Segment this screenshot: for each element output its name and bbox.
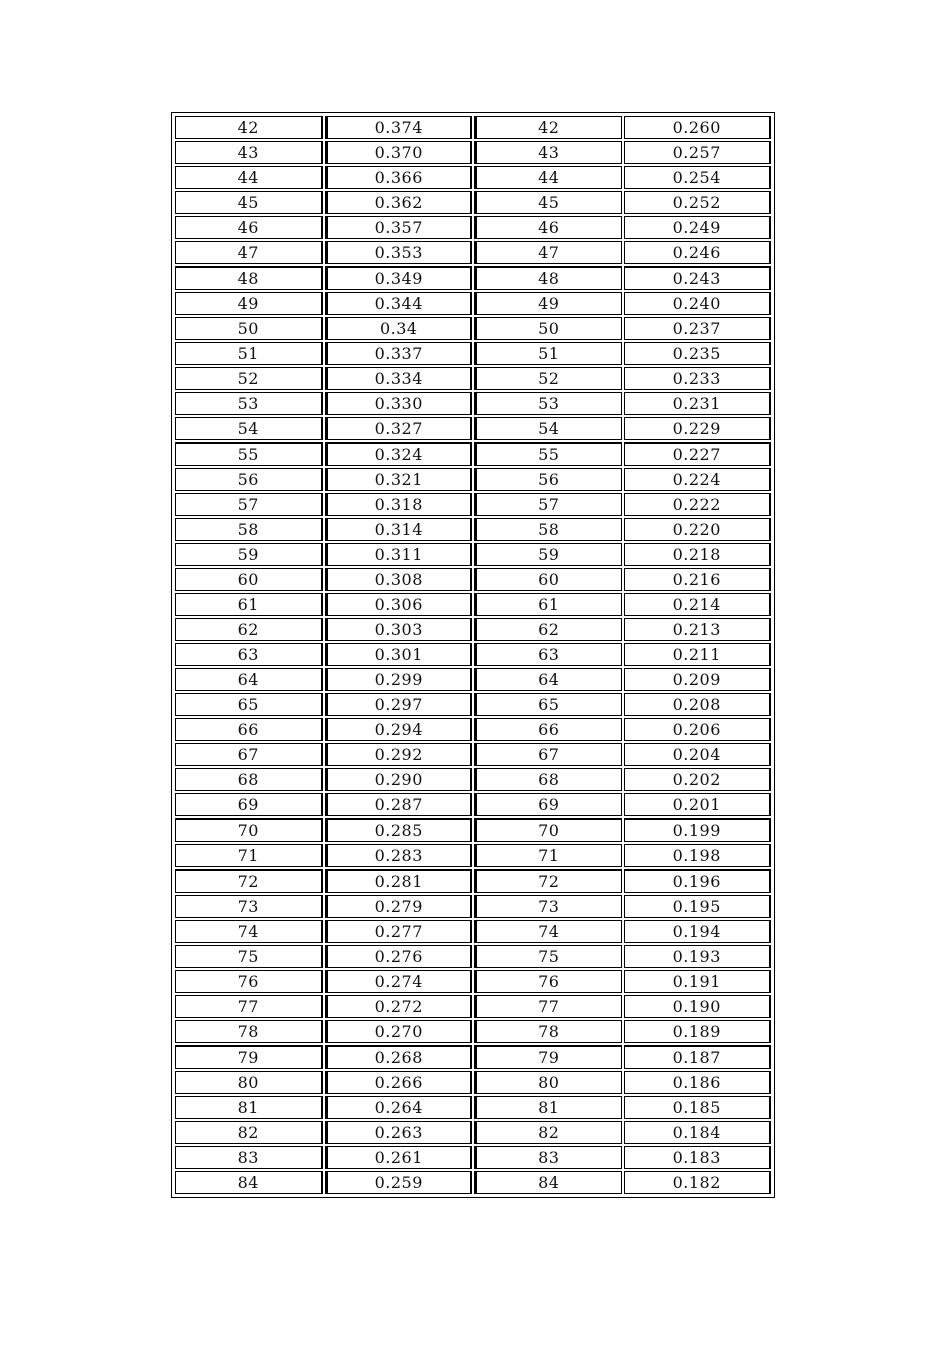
table-row	[175, 643, 771, 666]
table-cell-value-right: 0.182	[624, 1171, 772, 1194]
table-cell-value-left: 0.263	[325, 1121, 473, 1144]
table-cell-value-left: 0.353	[325, 241, 473, 264]
table-cell-value-left: 0.294	[325, 718, 473, 741]
table-cell-row-number-left: 65	[175, 693, 323, 716]
table-cell-value-left: 0.362	[325, 191, 473, 214]
table-cell-row-number-left: 50	[175, 317, 323, 340]
table-row	[175, 618, 771, 641]
table-cell-value-left: 0.274	[325, 970, 473, 993]
table-cell-value-left: 0.366	[325, 166, 473, 189]
table-cell-value-left: 0.299	[325, 668, 473, 691]
table-cell-value-left: 0.344	[325, 292, 473, 315]
table-row	[175, 793, 771, 816]
table-cell-value-right: 0.199	[624, 818, 772, 842]
table-cell-value-left: 0.370	[325, 141, 473, 164]
table-cell-value-right: 0.240	[624, 292, 772, 315]
table-cell-value-right: 0.224	[624, 468, 772, 491]
table-cell-value-right: 0.194	[624, 920, 772, 943]
table-cell-value-left: 0.283	[325, 844, 473, 867]
table-row	[175, 1121, 771, 1144]
table-cell-row-number-right: 58	[474, 518, 622, 541]
table-cell-value-right: 0.257	[624, 141, 772, 164]
table-row	[175, 166, 771, 189]
table-cell-row-number-right: 73	[474, 895, 622, 918]
table-cell-row-number-left: 84	[175, 1171, 323, 1194]
table-cell-row-number-right: 55	[474, 442, 622, 466]
table-row	[175, 568, 771, 591]
table-cell-value-right: 0.198	[624, 844, 772, 867]
table-cell-row-number-left: 71	[175, 844, 323, 867]
table-cell-value-right: 0.183	[624, 1146, 772, 1169]
table-cell-value-right: 0.201	[624, 793, 772, 816]
table-row	[175, 442, 771, 466]
table-cell-row-number-left: 67	[175, 743, 323, 766]
table-cell-row-number-right: 70	[474, 818, 622, 842]
table-cell-value-right: 0.206	[624, 718, 772, 741]
table-cell-row-number-left: 77	[175, 995, 323, 1018]
table-cell-row-number-left: 64	[175, 668, 323, 691]
table-cell-row-number-right: 74	[474, 920, 622, 943]
table-cell-value-left: 0.285	[325, 818, 473, 842]
table-cell-row-number-left: 80	[175, 1071, 323, 1094]
table-cell-row-number-right: 50	[474, 317, 622, 340]
table-row	[175, 668, 771, 691]
table-cell-value-left: 0.292	[325, 743, 473, 766]
table-cell-value-left: 0.261	[325, 1146, 473, 1169]
table-cell-value-left: 0.272	[325, 995, 473, 1018]
table-row	[175, 869, 771, 893]
table-cell-value-right: 0.195	[624, 895, 772, 918]
table-cell-row-number-left: 48	[175, 266, 323, 290]
table-cell-row-number-right: 72	[474, 869, 622, 893]
data-table	[173, 114, 773, 1196]
table-cell-value-left: 0.303	[325, 618, 473, 641]
table-cell-row-number-left: 53	[175, 392, 323, 415]
table-cell-row-number-left: 63	[175, 643, 323, 666]
table-cell-row-number-left: 49	[175, 292, 323, 315]
table-cell-value-right: 0.189	[624, 1020, 772, 1043]
table-cell-value-right: 0.231	[624, 392, 772, 415]
table-cell-row-number-right: 69	[474, 793, 622, 816]
table-cell-row-number-right: 77	[474, 995, 622, 1018]
table-cell-value-left: 0.318	[325, 493, 473, 516]
table-cell-value-right: 0.216	[624, 568, 772, 591]
table-cell-value-right: 0.202	[624, 768, 772, 791]
table-cell-value-right: 0.246	[624, 241, 772, 264]
table-row	[175, 945, 771, 968]
table-cell-value-left: 0.264	[325, 1096, 473, 1119]
table-cell-row-number-left: 46	[175, 216, 323, 239]
table-cell-value-left: 0.301	[325, 643, 473, 666]
table-cell-row-number-right: 67	[474, 743, 622, 766]
table-row	[175, 116, 771, 139]
table-cell-row-number-right: 53	[474, 392, 622, 415]
table-cell-row-number-left: 79	[175, 1045, 323, 1069]
table-cell-value-right: 0.190	[624, 995, 772, 1018]
table-cell-value-right: 0.227	[624, 442, 772, 466]
table-row	[175, 818, 771, 842]
table-cell-value-right: 0.186	[624, 1071, 772, 1094]
table-row	[175, 1146, 771, 1169]
table-cell-row-number-left: 82	[175, 1121, 323, 1144]
table-cell-row-number-right: 45	[474, 191, 622, 214]
table-cell-value-right: 0.213	[624, 618, 772, 641]
table-cell-value-left: 0.374	[325, 116, 473, 139]
table-row	[175, 1096, 771, 1119]
table-cell-row-number-left: 42	[175, 116, 323, 139]
table-row	[175, 920, 771, 943]
table-cell-value-right: 0.204	[624, 743, 772, 766]
table-cell-row-number-left: 72	[175, 869, 323, 893]
table-cell-value-left: 0.297	[325, 693, 473, 716]
table-cell-row-number-left: 68	[175, 768, 323, 791]
table-cell-row-number-right: 43	[474, 141, 622, 164]
table-cell-value-left: 0.324	[325, 442, 473, 466]
table-cell-row-number-right: 82	[474, 1121, 622, 1144]
table-cell-value-left: 0.306	[325, 593, 473, 616]
table-row	[175, 216, 771, 239]
table-cell-row-number-right: 65	[474, 693, 622, 716]
table-cell-row-number-left: 47	[175, 241, 323, 264]
table-cell-row-number-left: 62	[175, 618, 323, 641]
table-row	[175, 493, 771, 516]
table-cell-value-left: 0.308	[325, 568, 473, 591]
table-cell-row-number-right: 42	[474, 116, 622, 139]
table-cell-value-right: 0.260	[624, 116, 772, 139]
table-cell-row-number-right: 81	[474, 1096, 622, 1119]
table-row	[175, 518, 771, 541]
table-row	[175, 1071, 771, 1094]
table-cell-row-number-right: 79	[474, 1045, 622, 1069]
table-cell-row-number-left: 76	[175, 970, 323, 993]
table-row	[175, 844, 771, 867]
table-cell-value-right: 0.243	[624, 266, 772, 290]
table-cell-value-left: 0.266	[325, 1071, 473, 1094]
table-cell-row-number-right: 83	[474, 1146, 622, 1169]
table-cell-value-left: 0.334	[325, 367, 473, 390]
table-cell-row-number-right: 47	[474, 241, 622, 264]
table-cell-value-right: 0.209	[624, 668, 772, 691]
table-row	[175, 768, 771, 791]
table-cell-value-right: 0.229	[624, 417, 772, 440]
table-cell-value-right: 0.249	[624, 216, 772, 239]
table-cell-value-left: 0.290	[325, 768, 473, 791]
table-row	[175, 141, 771, 164]
table-row	[175, 317, 771, 340]
table-cell-row-number-left: 83	[175, 1146, 323, 1169]
table-cell-row-number-left: 52	[175, 367, 323, 390]
table-cell-value-left: 0.34	[325, 317, 473, 340]
table-cell-row-number-left: 56	[175, 468, 323, 491]
table-row	[175, 367, 771, 390]
table-cell-value-left: 0.270	[325, 1020, 473, 1043]
table-row	[175, 1020, 771, 1043]
table-cell-row-number-left: 55	[175, 442, 323, 466]
table-row	[175, 1171, 771, 1194]
table-cell-row-number-left: 78	[175, 1020, 323, 1043]
table-cell-value-left: 0.327	[325, 417, 473, 440]
table-row	[175, 392, 771, 415]
table-cell-row-number-right: 57	[474, 493, 622, 516]
table-cell-value-right: 0.233	[624, 367, 772, 390]
table-cell-row-number-right: 71	[474, 844, 622, 867]
table-cell-row-number-left: 51	[175, 342, 323, 365]
table-cell-row-number-right: 78	[474, 1020, 622, 1043]
table-cell-row-number-right: 48	[474, 266, 622, 290]
table-row	[175, 995, 771, 1018]
table-cell-row-number-right: 68	[474, 768, 622, 791]
table-cell-row-number-right: 56	[474, 468, 622, 491]
table-cell-row-number-left: 54	[175, 417, 323, 440]
table-cell-value-left: 0.259	[325, 1171, 473, 1194]
table-cell-row-number-left: 60	[175, 568, 323, 591]
table-cell-value-right: 0.214	[624, 593, 772, 616]
table-row	[175, 693, 771, 716]
table-body	[175, 116, 771, 1194]
table-cell-row-number-left: 61	[175, 593, 323, 616]
table-cell-row-number-left: 57	[175, 493, 323, 516]
table-cell-value-left: 0.281	[325, 869, 473, 893]
table-cell-value-right: 0.191	[624, 970, 772, 993]
table-row	[175, 292, 771, 315]
table-cell-row-number-left: 58	[175, 518, 323, 541]
table-cell-value-right: 0.222	[624, 493, 772, 516]
table-cell-row-number-left: 69	[175, 793, 323, 816]
table-row	[175, 266, 771, 290]
table-cell-value-left: 0.268	[325, 1045, 473, 1069]
table-cell-row-number-right: 44	[474, 166, 622, 189]
table-row	[175, 543, 771, 566]
table-cell-row-number-left: 45	[175, 191, 323, 214]
table-cell-value-right: 0.235	[624, 342, 772, 365]
table-cell-value-left: 0.314	[325, 518, 473, 541]
table-cell-row-number-right: 64	[474, 668, 622, 691]
table-cell-value-right: 0.218	[624, 543, 772, 566]
table-row	[175, 417, 771, 440]
table-row	[175, 342, 771, 365]
table-row	[175, 191, 771, 214]
table-cell-row-number-left: 66	[175, 718, 323, 741]
table-cell-row-number-right: 60	[474, 568, 622, 591]
table-row	[175, 468, 771, 491]
table-cell-row-number-left: 59	[175, 543, 323, 566]
table-row	[175, 241, 771, 264]
table-cell-row-number-right: 51	[474, 342, 622, 365]
table-cell-value-left: 0.279	[325, 895, 473, 918]
table-cell-value-right: 0.187	[624, 1045, 772, 1069]
table-cell-row-number-right: 80	[474, 1071, 622, 1094]
table-cell-value-right: 0.254	[624, 166, 772, 189]
table-cell-value-left: 0.277	[325, 920, 473, 943]
table-cell-value-left: 0.321	[325, 468, 473, 491]
table-cell-value-right: 0.208	[624, 693, 772, 716]
table-cell-value-right: 0.211	[624, 643, 772, 666]
table-cell-value-left: 0.337	[325, 342, 473, 365]
table-cell-row-number-left: 73	[175, 895, 323, 918]
table-cell-row-number-right: 46	[474, 216, 622, 239]
table-cell-row-number-left: 70	[175, 818, 323, 842]
table-cell-row-number-right: 54	[474, 417, 622, 440]
table-cell-row-number-right: 61	[474, 593, 622, 616]
table-cell-row-number-right: 75	[474, 945, 622, 968]
table-cell-value-right: 0.220	[624, 518, 772, 541]
table-row	[175, 970, 771, 993]
table-row	[175, 593, 771, 616]
table-row	[175, 1045, 771, 1069]
table-cell-value-right: 0.185	[624, 1096, 772, 1119]
table-row	[175, 743, 771, 766]
table-cell-row-number-right: 84	[474, 1171, 622, 1194]
table-cell-row-number-right: 66	[474, 718, 622, 741]
table-cell-row-number-left: 75	[175, 945, 323, 968]
table-cell-value-left: 0.276	[325, 945, 473, 968]
table-cell-value-right: 0.196	[624, 869, 772, 893]
table-cell-row-number-right: 76	[474, 970, 622, 993]
table-cell-value-right: 0.193	[624, 945, 772, 968]
data-table-container	[171, 112, 775, 1198]
table-cell-value-left: 0.357	[325, 216, 473, 239]
table-row	[175, 718, 771, 741]
table-cell-row-number-left: 81	[175, 1096, 323, 1119]
table-cell-row-number-left: 44	[175, 166, 323, 189]
table-cell-value-right: 0.237	[624, 317, 772, 340]
table-row	[175, 895, 771, 918]
table-cell-value-right: 0.252	[624, 191, 772, 214]
table-cell-value-left: 0.330	[325, 392, 473, 415]
table-cell-row-number-right: 52	[474, 367, 622, 390]
table-cell-row-number-right: 62	[474, 618, 622, 641]
table-cell-row-number-left: 74	[175, 920, 323, 943]
table-cell-value-left: 0.287	[325, 793, 473, 816]
table-cell-value-right: 0.184	[624, 1121, 772, 1144]
table-cell-row-number-left: 43	[175, 141, 323, 164]
table-cell-value-left: 0.349	[325, 266, 473, 290]
table-cell-value-left: 0.311	[325, 543, 473, 566]
table-cell-row-number-right: 49	[474, 292, 622, 315]
table-cell-row-number-right: 63	[474, 643, 622, 666]
table-cell-row-number-right: 59	[474, 543, 622, 566]
